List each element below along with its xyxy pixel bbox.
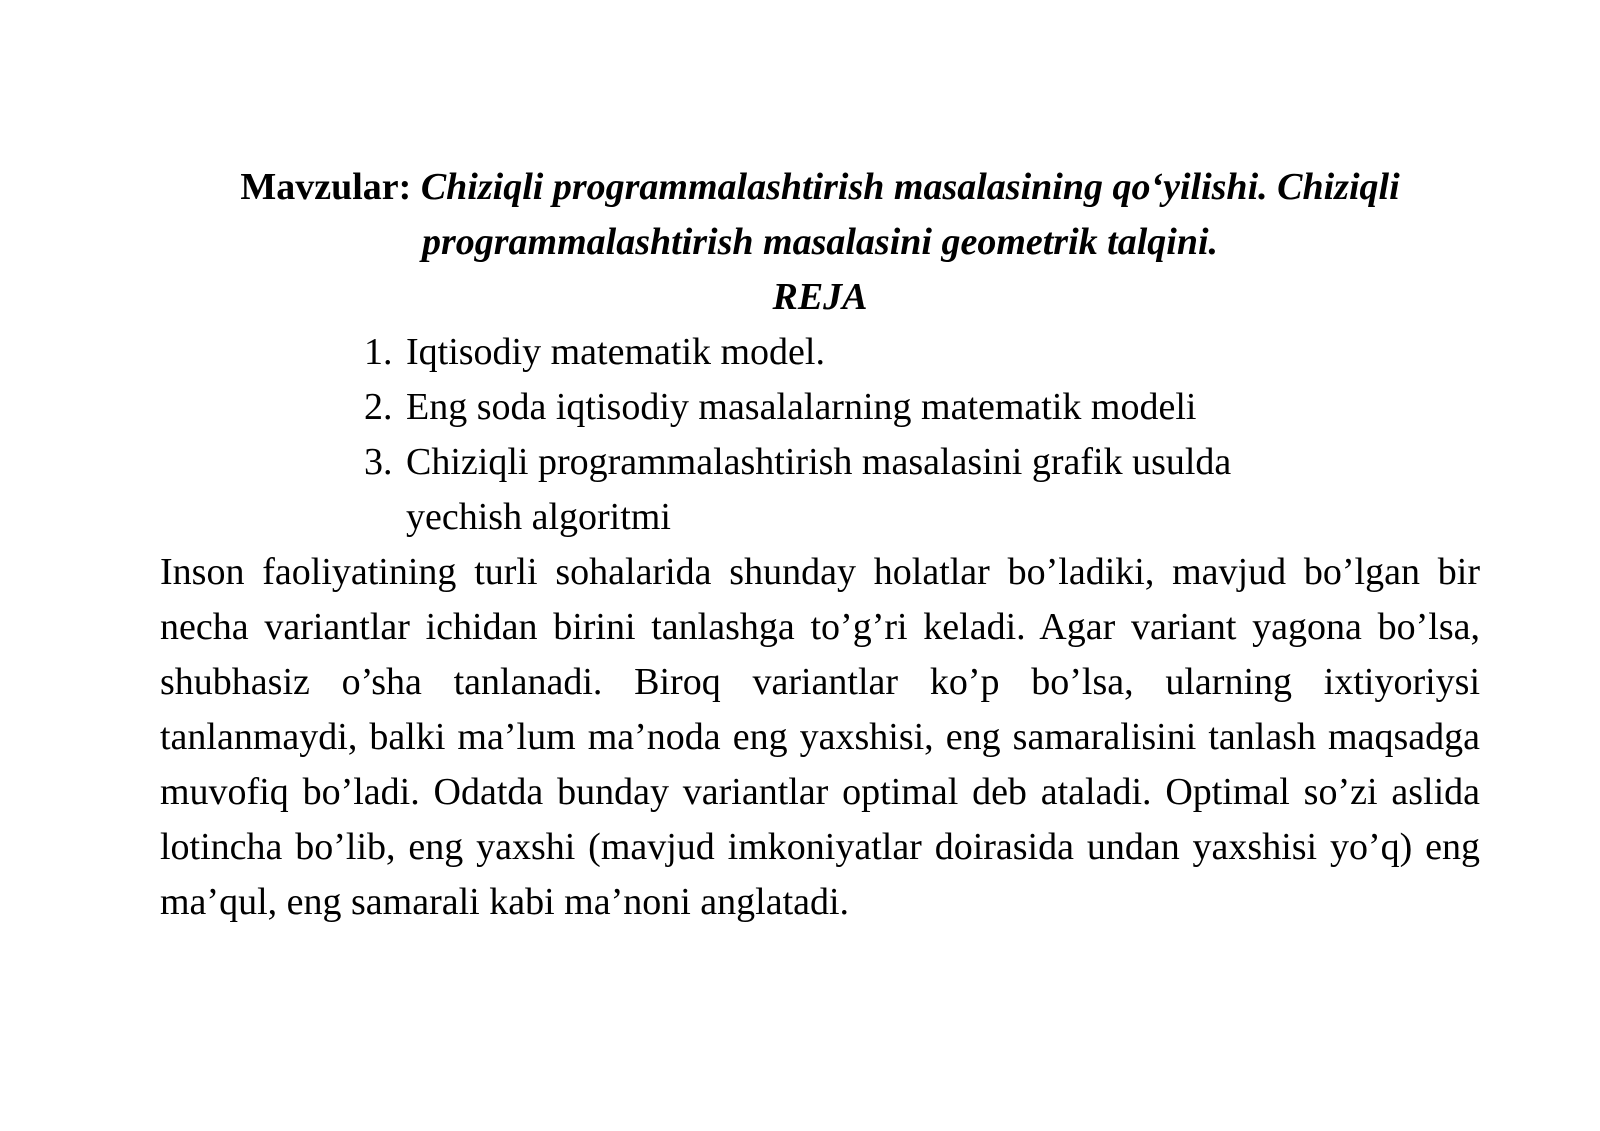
plan-item-text: Iqtisodiy matematik model.: [406, 331, 825, 373]
plan-item-number: 1.: [364, 331, 393, 373]
body-paragraph: Inson faoliyatining turli sohalarida shunday holatlar bo’ladiki, mavjud bo’lgan bir necha variantlar ichidan birini tanlashga to’g’ri keladi. Agar variant yagona bo’lsa, shubhasiz o’sha tanlanadi. Biroq variantlar ko’p bo’lsa, ularning ixtiyoriysi tanlanmaydi, balki ma’lum ma’noda eng yaxshisi, eng samaralisini tanlash maqsadga muvofiq bo’ladi. Odatda bunday variantlar optimal deb ataladi. Optimal so’zi aslida lotincha bo’lib, eng yaxshi (mavjud imkoniyatlar doirasida undan yaxshisi yo’q) eng ma’qul, eng samarali kabi ma’noni anglatadi.: [160, 551, 1480, 923]
plan-title: REJA: [772, 276, 868, 318]
plan-item-number: 2.: [364, 386, 393, 428]
plan-item-text: Chiziqli programmalashtirish masalasini grafik usulda yechish algoritmi: [406, 441, 1232, 538]
plan-item: [364, 380, 1480, 435]
plan-list: [160, 325, 1480, 545]
document-page: [160, 160, 1480, 930]
plan-item: [364, 435, 1306, 545]
plan-item: [364, 325, 1480, 380]
topic-title: Chiziqli programmalashtirish masalasining qo‘yilishi. Chiziqli programmalashtirish masalasini geometrik talqini.: [420, 166, 1400, 263]
topic-heading: [160, 160, 1480, 270]
plan-item-text: Eng soda iqtisodiy masalalarning matematik modeli: [406, 386, 1197, 428]
topic-label: Mavzular:: [240, 166, 412, 208]
plan-item-number: 3.: [364, 441, 393, 483]
